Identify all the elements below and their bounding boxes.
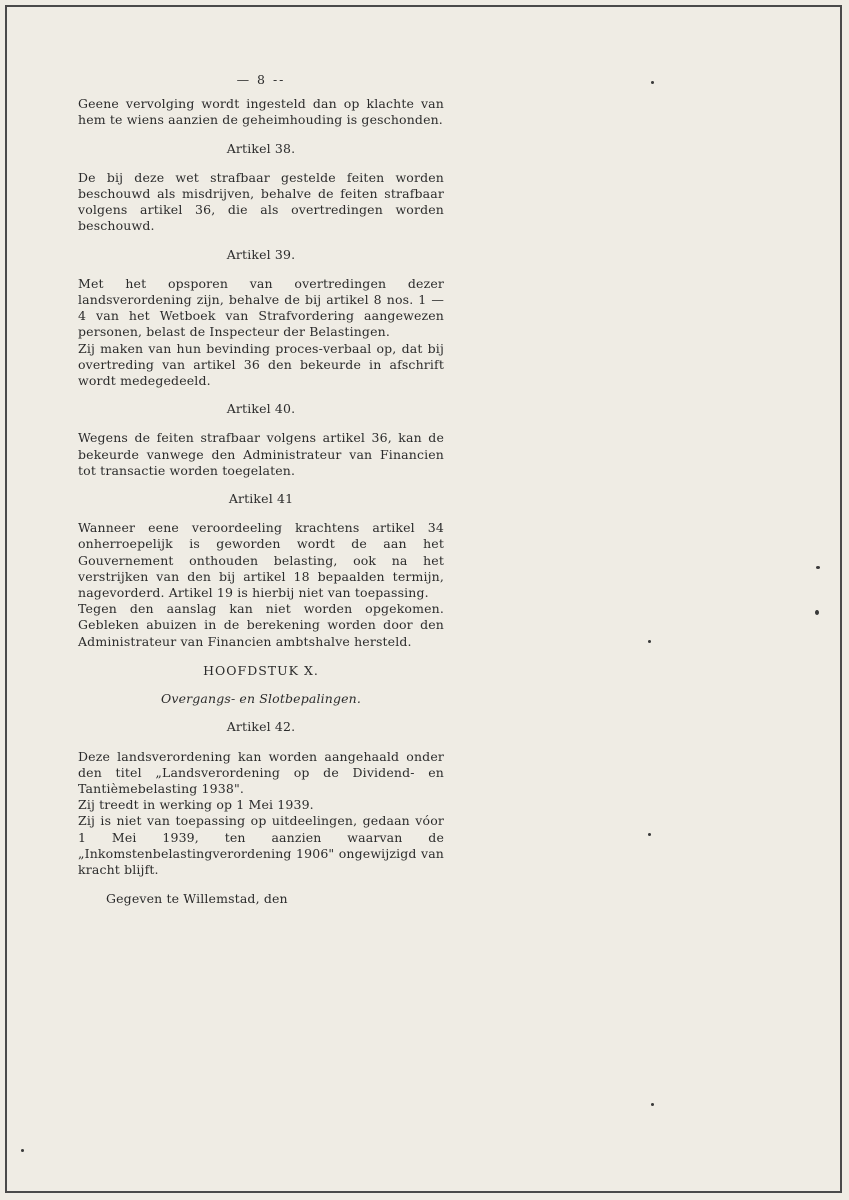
chapter-title: HOOFDSTUK X. [203,662,319,678]
article-40-text: Wegens de feiten strafbaar volgens artikel 36, kan de bekeurde vanwege den Administrateur van Financien tot transactie worden toegelaten. [78,430,444,478]
ink-speck [648,833,651,836]
document-body [78,72,444,907]
article-41-text-1: Wanneer eene veroordeeling krachtens artikel 34 onherroepelijk is geworden wordt de aan het Gouvernement onthouden belasting, ook na het verstrijken van den bij artikel 18 bepaalden termijn, nagevorderd. Artikel 19 is hierbij niet van toepassing. [78,520,444,601]
ink-speck [816,566,820,569]
article-42-title: Artikel 42. [226,719,296,735]
article-42-text-3: Zij is niet van toepassing op uitdeelingen, gedaan vóor 1 Mei 1939, ten aanzien waarvan de „Inkomstenbelastingverordening 1906" ongewijzigd van kracht blijft. [78,813,444,877]
article-38-text: De bij deze wet strafbaar gestelde feiten worden beschouwd als misdrijven, behalve de feiten strafbaar volgens artikel 36, die als overtredingen worden beschouwd. [78,169,444,234]
ink-speck [651,1103,654,1106]
signoff-line: Gegeven te Willemstad, den [106,891,288,907]
article-41-text-2: Tegen den aanslag kan niet worden opgekomen. Gebleken abuizen in de berekening worden door den Administrateur van Financien ambtshalve hersteld. [78,601,444,649]
article-42-text-1: Deze landsverordening kan worden aangehaald onder den titel „Landsverordening op de Dividend- en Tantièmebelasting 1938". [78,748,444,796]
article-39-title: Artikel 39. [226,246,296,262]
ink-speck [651,81,654,84]
page-number: — 8 -- [236,72,286,87]
article-39-text-2: Zij maken van hun bevinding proces-verbaal op, dat bij overtreding van artikel 36 den bekeurde in afschrift wordt medegedeeld. [78,340,444,389]
article-41-title: Artikel 41 [228,491,294,507]
article-42-text-2: Zij treedt in werking op 1 Mei 1939. [78,797,314,813]
paragraph-intro: Geene vervolging wordt ingesteld dan op klachte van hem te wiens aanzien de geheimhouding is geschonden. [78,96,444,128]
ink-speck [648,640,651,643]
ink-speck [21,1149,24,1152]
article-38-title: Artikel 38. [226,140,296,156]
ink-speck [815,610,819,615]
chapter-subtitle: Overgangs- en Slotbepalingen. [160,691,361,707]
article-39-text-1: Met het opsporen van overtredingen dezer landsverordening zijn, behalve de bij artikel 8 nos. 1 — 4 van het Wetboek van Strafvordering aangewezen personen, belast de Inspecteur der Belastingen. [78,275,444,340]
article-40-title: Artikel 40. [226,401,296,417]
